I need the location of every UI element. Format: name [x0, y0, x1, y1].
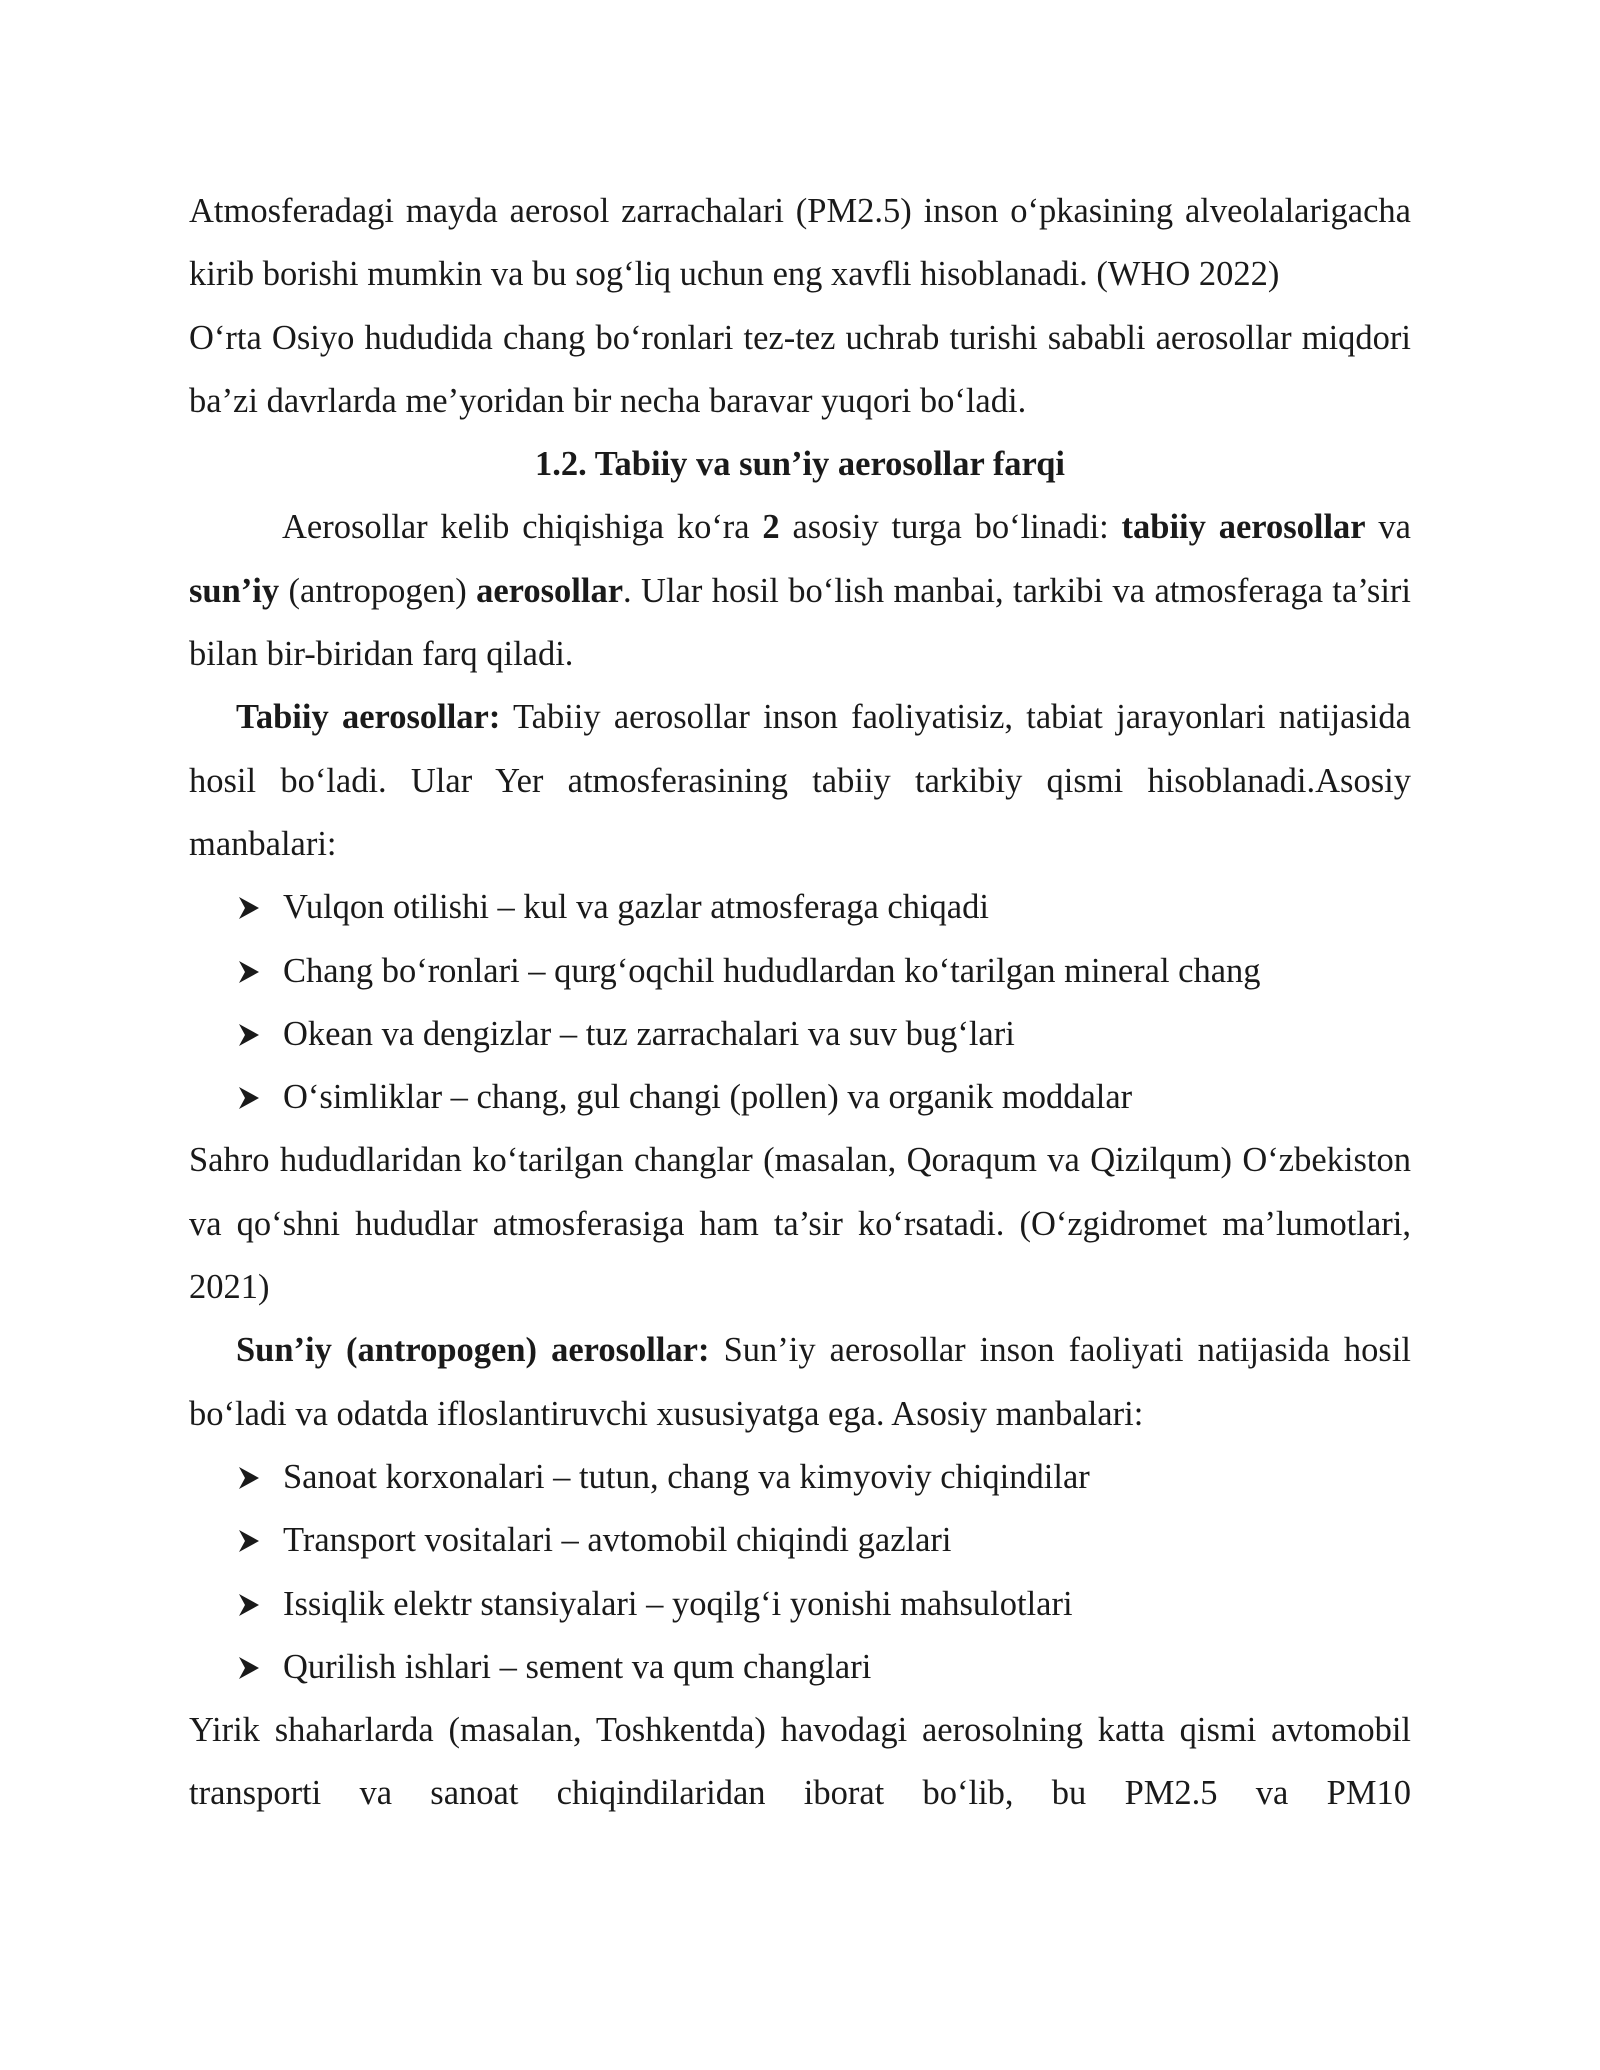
list-item	[189, 1636, 1411, 1699]
bold-run: 2	[762, 508, 780, 547]
bold-run: tabiiy aerosollar	[1121, 508, 1366, 547]
paragraph-anthropogenic-aerosols	[189, 1319, 1411, 1446]
text-run: va	[1365, 508, 1411, 547]
list-item	[189, 1066, 1411, 1129]
paragraph-tashkent: Yirik shaharlarda (masalan, Toshkentda) havodagi aerosolning katta qismi avtomobil transporti va sanoat chiqindilaridan iborat bo‘lib, bu PM2.5 va PM10	[189, 1711, 1411, 1813]
paragraph-text: Tabiiy aerosollar inson faoliyatisiz, tabiat jarayonlari natijasida hosil bo‘ladi. Ular Yer atmosferasining tabiiy tarkibiy qismi hisoblanadi.Asosiy manbalari:	[189, 698, 1411, 863]
paragraph-desert-dust: Sahro hududlaridan ko‘tarilgan changlar (masalan, Qoraqum va Qizilqum) O‘zbekiston va qo‘shni hududlar atmosferasiga ham ta’sir ko‘rsatadi. (O‘zgidromet ma’lumotlari, 2021)	[189, 1141, 1411, 1307]
list-item-text: Qurilish ishlari – sement va qum changlari	[283, 1647, 872, 1686]
list-item	[189, 1509, 1411, 1572]
arrowhead-bullet-icon	[238, 1509, 262, 1572]
list-item	[189, 876, 1411, 939]
text-run: . Ular hosil bo‘lish manbai, tarkibi va atmosferaga ta’siri bilan bir-biridan farq qiladi.	[189, 571, 1411, 674]
paragraph-central-asia: O‘rta Osiyo hududida chang bo‘ronlari tez-tez uchrab turishi sababli aerosollar miqdori ba’zi davrlarda me’yoridan bir necha baravar yuqori bo‘ladi.	[189, 318, 1411, 420]
anthropogenic-sources-list	[189, 1446, 1411, 1699]
paragraph-classification	[189, 496, 1411, 686]
list-item	[189, 1003, 1411, 1066]
arrowhead-bullet-icon	[238, 876, 262, 939]
paragraph-pm25: Atmosferadagi mayda aerosol zarrachalari (PM2.5) inson o‘pkasining alveolalarigacha kirib borishi mumkin va bu sog‘liq uchun eng xavfli hisoblanadi. (WHO 2022)	[189, 192, 1411, 294]
arrowhead-bullet-icon	[238, 940, 262, 1003]
list-item-text: O‘simliklar – chang, gul changi (pollen) va organik moddalar	[283, 1078, 1133, 1117]
arrowhead-bullet-icon	[238, 1573, 262, 1636]
text-run: asosiy turga bo‘linadi:	[779, 508, 1122, 547]
paragraph-lead: Tabiiy aerosollar:	[236, 698, 501, 737]
arrowhead-bullet-icon	[238, 1066, 262, 1129]
list-item-text: Chang bo‘ronlari – qurg‘oqchil hududlardan ko‘tarilgan mineral chang	[283, 951, 1261, 990]
arrowhead-bullet-icon	[238, 1003, 262, 1066]
list-item	[189, 1573, 1411, 1636]
paragraph-text: Sun’iy aerosollar inson faoliyati natijasida hosil bo‘ladi va odatda ifloslantiruvchi xususiyatga ega. Asosiy manbalari:	[189, 1331, 1411, 1433]
arrowhead-bullet-icon	[238, 1446, 262, 1509]
document-page	[189, 180, 1411, 1826]
text-run: (antropogen)	[279, 571, 477, 610]
list-item-text: Sanoat korxonalari – tutun, chang va kimyoviy chiqindilar	[283, 1457, 1090, 1496]
section-heading: 1.2. Tabiiy va sun’iy aerosollar farqi	[534, 445, 1066, 484]
natural-sources-list	[189, 876, 1411, 1129]
list-item-text: Issiqlik elektr stansiyalari – yoqilg‘i yonishi mahsulotlari	[283, 1584, 1073, 1623]
list-item-text: Okean va dengizlar – tuz zarrachalari va suv bug‘lari	[283, 1014, 1015, 1053]
list-item	[189, 1446, 1411, 1509]
text-run: Aerosollar kelib chiqishiga ko‘ra	[282, 508, 763, 547]
list-item-text: Vulqon otilishi – kul va gazlar atmosferaga chiqadi	[283, 888, 989, 927]
bold-run: aerosollar	[476, 571, 624, 610]
arrowhead-bullet-icon	[238, 1636, 262, 1699]
list-item-text: Transport vositalari – avtomobil chiqindi gazlari	[283, 1521, 952, 1560]
paragraph-natural-aerosols	[189, 686, 1411, 876]
list-item	[189, 940, 1411, 1003]
bold-run: sun’iy	[189, 571, 280, 610]
paragraph-lead: Sun’iy (antropogen) aerosollar:	[236, 1331, 710, 1370]
